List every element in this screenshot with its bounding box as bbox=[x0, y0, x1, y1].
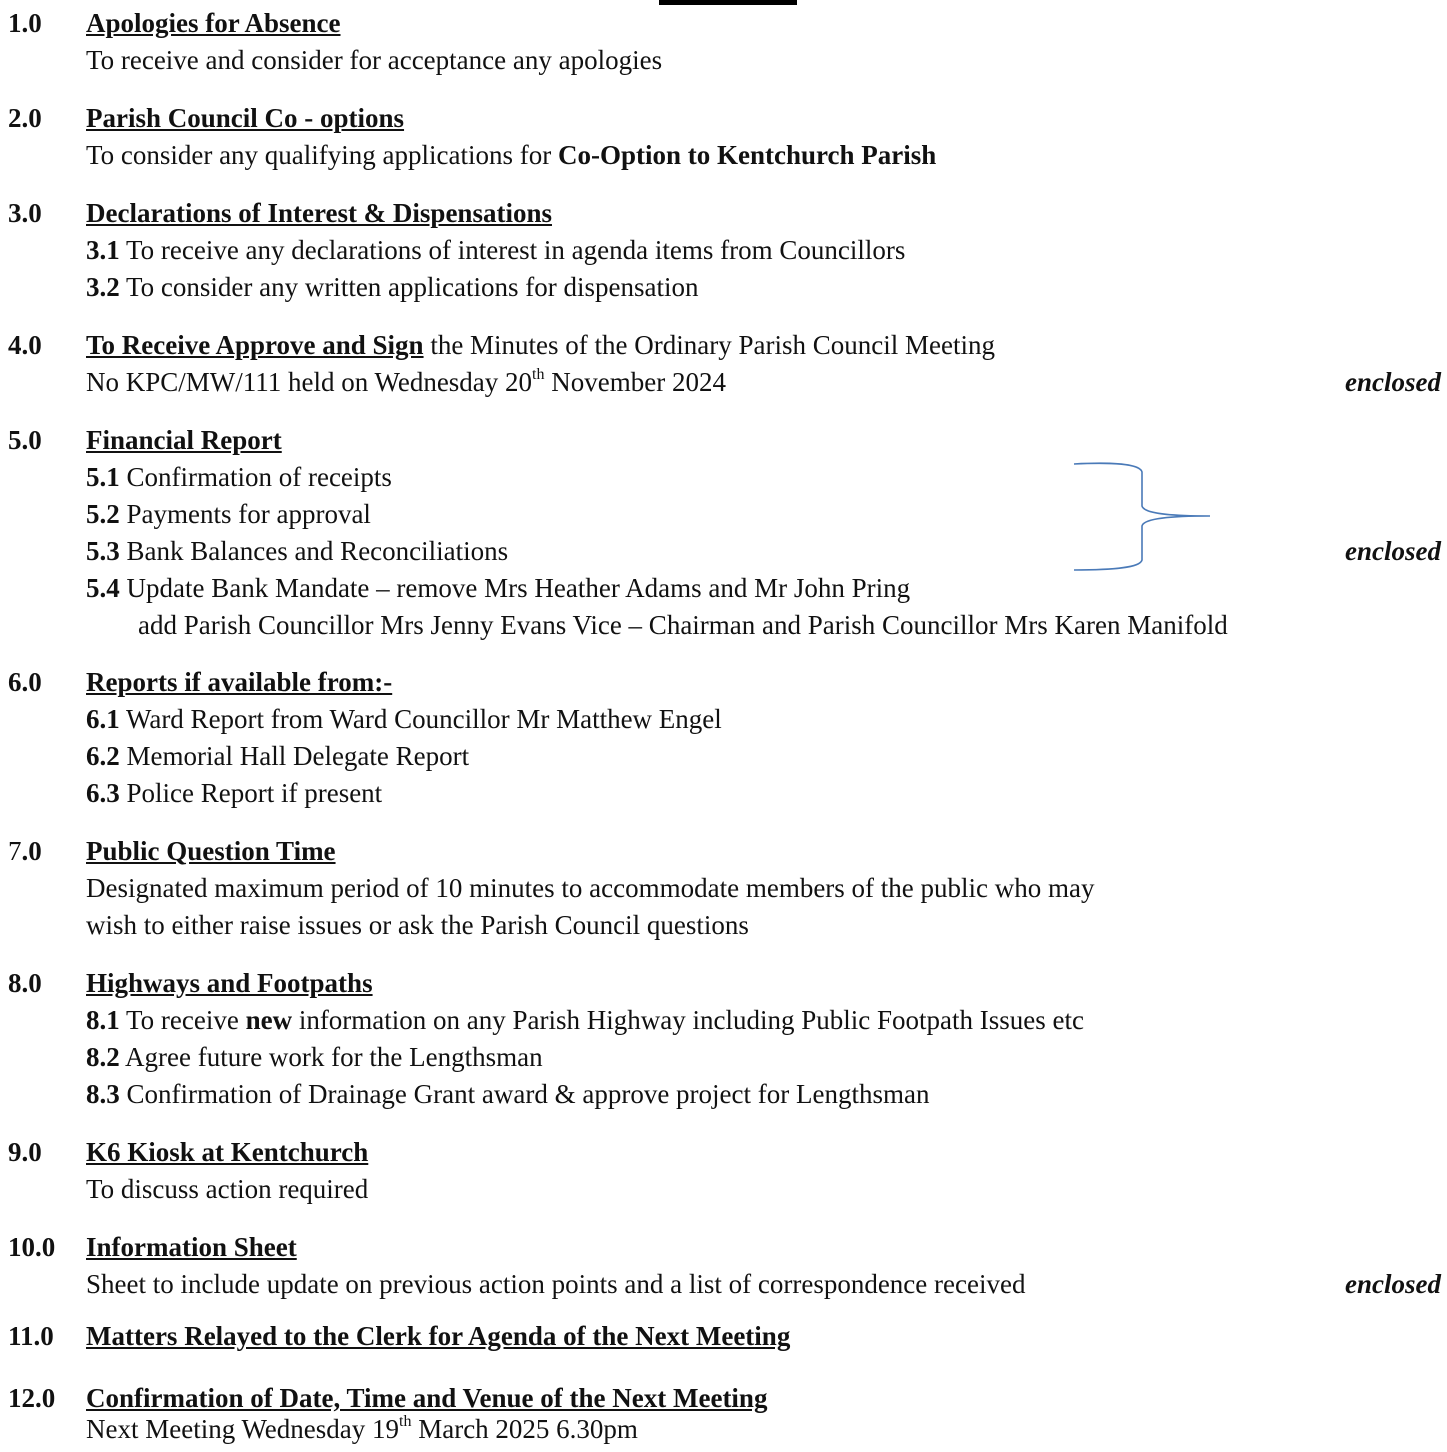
sub-number: 6.3 bbox=[86, 778, 120, 808]
sub-item-continuation: add Parish Councillor Mrs Jenny Evans Vice – Chairman and Parish Councillor Mrs Karen Manifold bbox=[138, 610, 1228, 640]
ordinal-suffix: th bbox=[532, 366, 545, 383]
sub-text: Payments for approval bbox=[119, 499, 371, 529]
text-part: No KPC/MW/111 held on Wednesday 20 bbox=[86, 367, 533, 397]
sub-text-bold: new bbox=[245, 1005, 293, 1035]
item-text: To receive and consider for acceptance any apologies bbox=[86, 45, 663, 75]
item-number-bold: .0 bbox=[21, 836, 42, 866]
sub-text: Confirmation of receipts bbox=[119, 462, 392, 492]
item-heading: Information Sheet bbox=[86, 1232, 297, 1262]
sub-item bbox=[86, 459, 1447, 496]
item-number: 1.0 bbox=[8, 8, 42, 38]
sub-text: To receive bbox=[119, 1005, 246, 1035]
agenda-item-12 bbox=[8, 1380, 1447, 1444]
sub-item bbox=[86, 1039, 1447, 1076]
sub-item bbox=[86, 533, 1447, 570]
item-number: 4.0 bbox=[8, 330, 42, 360]
enclosed-note: enclosed bbox=[1345, 536, 1441, 566]
item-number: 11.0 bbox=[8, 1321, 54, 1351]
sub-item bbox=[86, 738, 1447, 775]
item-number: 3.0 bbox=[8, 198, 42, 228]
sub-item bbox=[86, 232, 1447, 269]
sub-number: 3.1 bbox=[86, 235, 120, 265]
sub-number: 5.2 bbox=[86, 499, 120, 529]
agenda-item-2 bbox=[8, 100, 1447, 170]
item-number-plain: 7 bbox=[8, 836, 22, 866]
item-number: 9.0 bbox=[8, 1137, 42, 1167]
ordinal-suffix: th bbox=[399, 1413, 412, 1430]
sub-text: Bank Balances and Reconciliations bbox=[119, 536, 509, 566]
agenda-item-6 bbox=[8, 664, 1447, 808]
sub-item bbox=[86, 269, 1447, 306]
item-heading: Reports if available from:- bbox=[86, 667, 393, 697]
sub-number: 3.2 bbox=[86, 272, 120, 302]
text-part: Next Meeting Wednesday 19 bbox=[86, 1414, 400, 1444]
sub-text: Ward Report from Ward Councillor Mr Matthew Engel bbox=[119, 704, 722, 734]
enclosed-note: enclosed bbox=[1345, 1269, 1441, 1299]
item-heading: Parish Council Co - options bbox=[86, 103, 405, 133]
sub-number: 5.3 bbox=[86, 536, 120, 566]
item-heading: Public Question Time bbox=[86, 836, 336, 866]
item-text bbox=[86, 137, 1447, 174]
sub-number: 6.1 bbox=[86, 704, 120, 734]
item-text: wish to either raise issues or ask the Parish Council questions bbox=[86, 910, 749, 940]
item-number: 2.0 bbox=[8, 103, 42, 133]
agenda-item-4 bbox=[8, 327, 1447, 397]
text-bold-part: Co-Option to Kentchurch Parish bbox=[558, 140, 937, 170]
item-heading: Apologies for Absence bbox=[86, 8, 341, 38]
agenda-item-5 bbox=[8, 422, 1447, 640]
text-part: November 2024 bbox=[544, 367, 726, 397]
item-heading: Confirmation of Date, Time and Venue of the Next Meeting bbox=[86, 1383, 768, 1413]
text-part: To consider any qualifying applications for bbox=[86, 140, 558, 170]
item-text bbox=[86, 1266, 1447, 1303]
agenda-item-11 bbox=[8, 1318, 1447, 1355]
text-part: March 2025 6.30pm bbox=[411, 1414, 638, 1444]
sub-text: Agree future work for the Lengthsman bbox=[119, 1042, 543, 1072]
curly-brace-icon bbox=[1072, 462, 1214, 572]
item-heading: Highways and Footpaths bbox=[86, 968, 373, 998]
sub-text: Confirmation of Drainage Grant award & approve project for Lengthsman bbox=[119, 1079, 930, 1109]
item-heading: Declarations of Interest & Dispensations bbox=[86, 198, 552, 228]
sub-item bbox=[86, 701, 1447, 738]
enclosed-note: enclosed bbox=[1345, 367, 1441, 397]
item-heading: Financial Report bbox=[86, 425, 282, 455]
item-number: 10.0 bbox=[8, 1232, 56, 1262]
sub-item bbox=[86, 775, 1447, 812]
sub-item bbox=[86, 496, 1447, 533]
sub-number: 5.4 bbox=[86, 573, 120, 603]
item-heading: To Receive Approve and Sign bbox=[86, 330, 424, 360]
agenda-item-3 bbox=[8, 195, 1447, 302]
agenda-item-7 bbox=[8, 833, 1447, 940]
sub-number: 8.3 bbox=[86, 1079, 120, 1109]
sub-item bbox=[86, 1002, 1447, 1039]
item-heading: K6 Kiosk at Kentchurch bbox=[86, 1137, 369, 1167]
item-heading-tail: the Minutes of the Ordinary Parish Council Meeting bbox=[423, 330, 995, 360]
sub-text: Update Bank Mandate – remove Mrs Heather Adams and Mr John Pring bbox=[119, 573, 911, 603]
sub-text: To receive any declarations of interest in agenda items from Councillors bbox=[119, 235, 906, 265]
item-number: 5.0 bbox=[8, 425, 42, 455]
item-heading-line bbox=[86, 327, 1447, 364]
sub-number: 6.2 bbox=[86, 741, 120, 771]
sub-number: 5.1 bbox=[86, 462, 120, 492]
sub-text: Memorial Hall Delegate Report bbox=[119, 741, 470, 771]
agenda-item-1 bbox=[8, 5, 1447, 75]
item-number: 8.0 bbox=[8, 968, 42, 998]
sub-text: To consider any written applications for dispensation bbox=[119, 272, 699, 302]
item-text: Designated maximum period of 10 minutes to accommodate members of the public who may bbox=[86, 873, 1095, 903]
item-text: To discuss action required bbox=[86, 1174, 369, 1204]
agenda-item-10 bbox=[8, 1229, 1447, 1299]
sub-number: 8.2 bbox=[86, 1042, 120, 1072]
item-text bbox=[86, 364, 1447, 401]
sub-number: 8.1 bbox=[86, 1005, 120, 1035]
item-heading: Matters Relayed to the Clerk for Agenda of the Next Meeting bbox=[86, 1321, 791, 1351]
sub-text: Police Report if present bbox=[119, 778, 383, 808]
text-part: Sheet to include update on previous action points and a list of correspondence received bbox=[86, 1269, 1026, 1299]
agenda-item-8 bbox=[8, 965, 1447, 1109]
item-text bbox=[86, 1411, 1447, 1448]
sub-text: information on any Parish Highway including Public Footpath Issues etc bbox=[292, 1005, 1084, 1035]
sub-item bbox=[86, 1076, 1447, 1113]
agenda-item-9 bbox=[8, 1134, 1447, 1204]
item-number: 6.0 bbox=[8, 667, 42, 697]
sub-item bbox=[86, 570, 1447, 607]
item-number: 12.0 bbox=[8, 1383, 56, 1413]
